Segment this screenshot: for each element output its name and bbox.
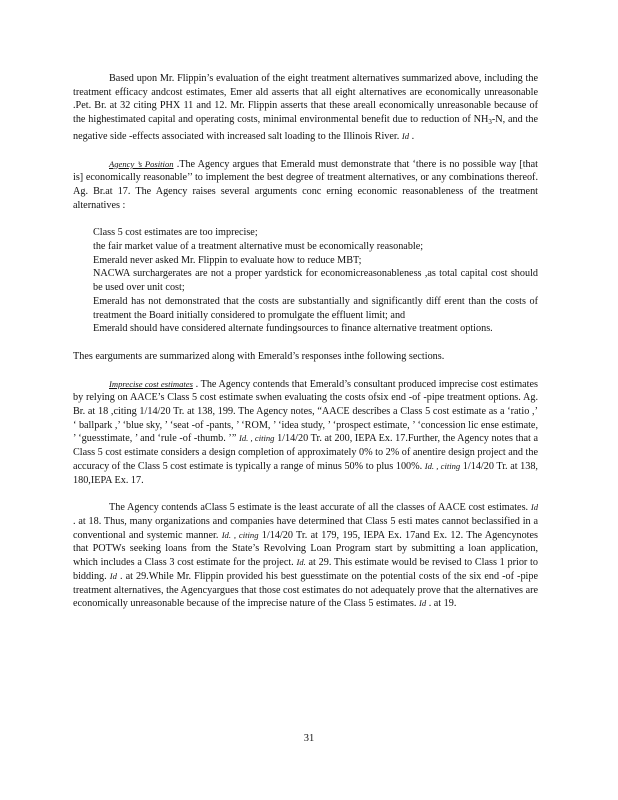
citation: Id. , citing	[424, 460, 461, 471]
paragraph-imprecise-cost-estimates: Imprecise cost estimates . The Agency contends that Emerald’s consultant produced imprecise cost estimates by relying on AACE’s Class 5 cost estimate swhen evaluating the costs ofsix end -of -pipe treatment options. Ag. Br. at 18 ,citing 1/14/20 Tr. at 138, 199. The Agency notes, “AACE describes a Class 5 cost estimate as a ‘ratio ,’ ‘ ballpark ,’ ‘blue sky, ’ ‘seat -of -pants, ’ ‘ROM, ’ ‘idea study, ’ ‘prospect estimate, ’ ‘concession lic ense estimate, ’ ‘guesstimate, ’ and ‘rule -of -thumb. ’” Id. , citing 1/14/20 Tr. at 200, IEPA Ex. 17.Further, the Agency notes that a Class 5 cost estimate considers a design completion of approximately 0% to 2% of anentire design project and the accuracy of the Class 5 cost estimate is typically a range of minus 50% to plus 100%. Id. , citing 1/14/20 Tr. at 138, 180,IEPA Ex. 17.	[73, 378, 538, 486]
citation: Id. , citing	[238, 433, 275, 444]
list-item: Emerald never asked Mr. Flippin to evaluate how to reduce MBT;	[93, 254, 362, 266]
section-heading-imprecise-cost-estimates: Imprecise cost estimates	[109, 378, 193, 389]
paragraph-least-accurate: The Agency contends aClass 5 estimate is the least accurate of all the classes of AACE cost estimates. Id . at 18. Thus, many organizations and companies have determined that Class 5 esti mates cannot beclassified in a conventional and systemic manner. Id. , citing 1/14/20 Tr. at 179, 195, IEPA Ex. 17and Ex. 12. The Agencynotes that POTWs seeking loans from the State’s Revolving Loan Program start by submitting a loan application, which includes a Class 3 cost estimate for the project. Id. at 29. This estimate would be revised to Class 1 prior to bidding. Id . at 29.While Mr. Flippin provided his best guesstimate on the potential costs of the six end -of -pipe treatment alternatives, the Agencyargues that those cost estimates do not adequately prove that the alternatives are economically unreasonable because of the imprecise nature of the Class 5 estimates. Id . at 19.	[73, 502, 538, 610]
citation: Id.	[296, 557, 306, 568]
list-item: the fair market value of a treatment alternative must be economically reasonable;	[93, 241, 424, 253]
citation: Id	[401, 130, 410, 141]
list-item: Emerald should have considered alternate fundingsources to finance alternative treatment options.	[93, 323, 493, 335]
citation: Id	[109, 570, 117, 581]
paragraph-agency-position: Agency ’s Position .The Agency argues that Emerald must demonstrate that ‘there is no possible way [that is] economically reasonable’’ to implement the best degree of treatment alternatives, or any combinations thereof. Ag. Br.at 17. The Agency raises several arguments conc erning economic reasonableness of the treatment alternatives :	[73, 158, 539, 211]
page-number: 31	[303, 733, 315, 744]
list-item: Emerald has not demonstrated that the costs are substantially and significantly diff erent than the costs of treatment the Board initially considered to promulgate the effluent limit; and	[93, 295, 538, 321]
citation: Id. , citing	[221, 529, 259, 540]
citation: Id	[530, 502, 538, 513]
paragraph-summary: Thes earguments are summarized along with Emerald’s responses inthe following sections.	[73, 350, 445, 362]
list-item: NACWA surchargerates are not a proper yardstick for economicreasonableness ,as total capital cost should be used over unit cost;	[93, 268, 538, 294]
list-item: Class 5 cost estimates are too imprecise;	[93, 227, 258, 239]
citation: Id	[418, 598, 427, 609]
paragraph-flippin-evaluation: Based upon Mr. Flippin’s evaluation of the eight treatment alternatives summarized above, including the treatment efficacy andcost estimates, Emer ald asserts that all eight alternatives are economically unreasonable .Pet. Br. at 32 citing PHX 11 and 12. Mr. Flippin asserts that these areall economically unreasonable because of the highestimated capital and operating costs, minimal environmental benefit due to reduction of $NH_3-N$, and the negative side -effects associated with increased salt loading to the Illinois River. Id .	[73, 73, 538, 142]
argument-list	[73, 226, 538, 336]
section-heading-agency-position: Agency ’s Position	[109, 158, 174, 169]
page-body	[73, 72, 538, 625]
